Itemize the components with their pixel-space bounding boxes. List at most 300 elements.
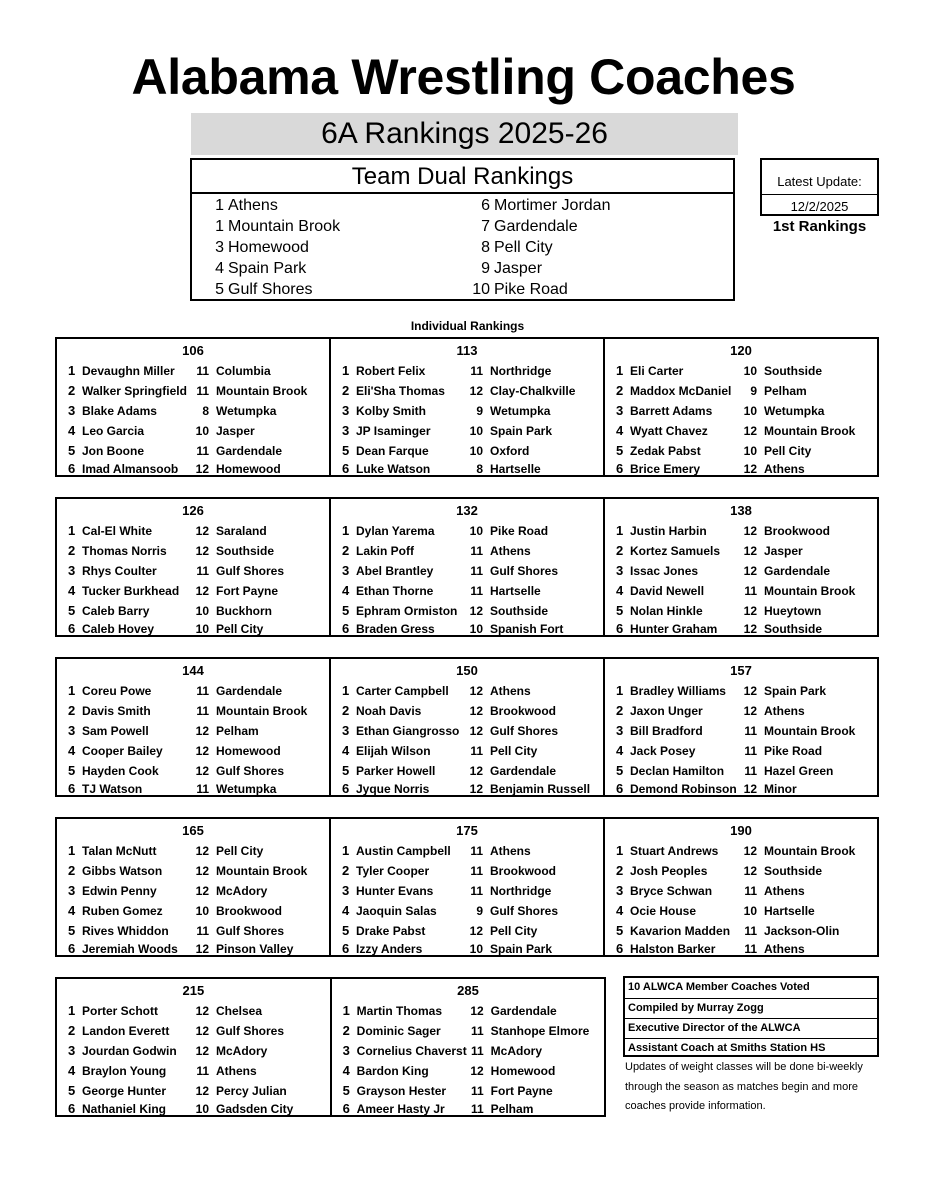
grade: 11 xyxy=(196,564,209,578)
school: Homewood xyxy=(490,1064,556,1078)
rank: 3 xyxy=(68,563,76,578)
individual-rankings-title: Individual Rankings xyxy=(410,319,525,333)
weight-class-label: 106 xyxy=(182,343,204,358)
school: Gulf Shores xyxy=(216,564,285,578)
school: Gardendale xyxy=(216,684,283,698)
grade: 11 xyxy=(196,384,209,398)
wrestler-name: Hayden Cook xyxy=(82,764,159,778)
rank: 3 xyxy=(342,403,350,418)
wrestler-name: Izzy Anders xyxy=(356,942,423,956)
team-rank: 5 xyxy=(215,281,224,298)
wrestler-row xyxy=(605,521,877,541)
wrestler-name: Lakin Poff xyxy=(356,544,415,558)
wrestler-name: Nolan Hinkle xyxy=(630,604,703,618)
school: McAdory xyxy=(490,1044,543,1058)
grade: 12 xyxy=(469,724,483,738)
rank: 5 xyxy=(68,1083,76,1098)
rank: 5 xyxy=(342,443,350,458)
school: Minor xyxy=(764,782,797,796)
grade: 11 xyxy=(744,764,757,778)
grade: 10 xyxy=(469,424,483,438)
rank: 1 xyxy=(342,523,350,538)
wrestler-name: George Hunter xyxy=(82,1084,167,1098)
rank: 4 xyxy=(342,903,350,918)
school: Pike Road xyxy=(764,744,823,758)
rank: 3 xyxy=(342,423,350,438)
wrestler-name: Caleb Hovey xyxy=(82,622,155,636)
wrestler-row xyxy=(57,939,329,959)
wrestler-row xyxy=(605,421,877,441)
team-name: Pell City xyxy=(494,239,553,256)
team-name: Homewood xyxy=(228,239,309,256)
school: Homewood xyxy=(216,462,281,476)
wrestler-name: Bradley Williams xyxy=(630,684,726,698)
wrestler-row xyxy=(605,381,877,401)
grade: 10 xyxy=(469,622,483,636)
rank: 3 xyxy=(68,1043,76,1058)
grade: 11 xyxy=(470,744,483,758)
school: Wetumpka xyxy=(490,404,551,418)
rank: 5 xyxy=(342,603,350,618)
school: Gulf Shores xyxy=(216,764,285,778)
credits-line: Compiled by Murray Zogg xyxy=(625,998,877,1018)
wrestler-name: Imad Almansoob xyxy=(82,462,179,476)
grade: 10 xyxy=(469,444,483,458)
school: Jasper xyxy=(764,544,803,558)
wrestler-name: Hunter Evans xyxy=(356,884,434,898)
grade: 12 xyxy=(469,924,483,938)
rank: 4 xyxy=(616,903,624,918)
school: Southside xyxy=(216,544,275,558)
wrestler-name: Dominic Sager xyxy=(356,1024,441,1038)
grade: 10 xyxy=(743,364,757,378)
grade: 12 xyxy=(195,584,209,598)
weight-class xyxy=(329,499,603,635)
grade: 11 xyxy=(196,444,209,458)
rank: 3 xyxy=(616,883,624,898)
wrestler-name: Abel Brantley xyxy=(356,564,434,578)
school: Mountain Brook xyxy=(764,844,856,858)
weight-class-label: 285 xyxy=(457,983,479,998)
rank: 1 xyxy=(68,1003,76,1018)
wrestler-name: Martin Thomas xyxy=(356,1004,443,1018)
wrestler-name: Dean Farque xyxy=(356,444,429,458)
wrestler-row xyxy=(605,921,877,941)
school: Southside xyxy=(764,364,823,378)
wrestler-row xyxy=(57,561,329,581)
wrestler-name: Luke Watson xyxy=(356,462,431,476)
rank: 5 xyxy=(68,923,76,938)
rank: 1 xyxy=(342,363,350,378)
wrestler-name: Ocie House xyxy=(630,904,697,918)
grade: 10 xyxy=(743,444,757,458)
grade: 8 xyxy=(476,462,483,476)
wrestler-row xyxy=(605,401,877,421)
wrestler-row xyxy=(332,1041,605,1061)
wrestler-name: Jack Posey xyxy=(630,744,696,758)
wrestler-row xyxy=(57,441,329,461)
grade: 11 xyxy=(470,584,483,598)
wrestler-name: Declan Hamilton xyxy=(630,764,725,778)
wrestler-name: Eli'Sha Thomas xyxy=(356,384,445,398)
rankings-edition-label: 1st Rankings xyxy=(772,218,867,235)
team-rank: 8 xyxy=(481,239,490,256)
weight-class-group xyxy=(55,977,606,1117)
school: Pinson Valley xyxy=(216,942,294,956)
updates-note: Updates of weight classes will be done bi-weekly through the season as matches begin and more coaches provide information. xyxy=(625,1061,863,1112)
grade: 11 xyxy=(470,564,483,578)
rank: 2 xyxy=(342,383,350,398)
team-dual-rankings-box xyxy=(190,158,735,301)
rank: 2 xyxy=(68,383,76,398)
wrestler-name: Walker Springfield xyxy=(82,384,187,398)
wrestler-row xyxy=(605,361,877,381)
school: McAdory xyxy=(216,884,268,898)
weight-class-label: 126 xyxy=(182,503,204,518)
grade: 12 xyxy=(195,462,209,476)
school: Fort Payne xyxy=(216,584,279,598)
weight-class-label: 165 xyxy=(182,823,204,838)
wrestler-name: Austin Campbell xyxy=(356,844,451,858)
wrestler-row xyxy=(331,861,603,881)
school: Gulf Shores xyxy=(490,564,559,578)
wrestler-row xyxy=(332,1021,605,1041)
rank: 5 xyxy=(68,763,76,778)
school: Spain Park xyxy=(490,942,553,956)
school: McAdory xyxy=(216,1044,268,1058)
wrestler-name: Kolby Smith xyxy=(356,404,427,418)
grade: 12 xyxy=(743,684,757,698)
school: Gadsden City xyxy=(216,1102,294,1116)
grade: 11 xyxy=(470,864,483,878)
weight-class xyxy=(603,659,877,795)
rank: 6 xyxy=(616,621,624,636)
school: Wetumpka xyxy=(764,404,825,418)
school: Saraland xyxy=(216,524,267,538)
wrestler-row xyxy=(605,841,877,861)
weight-class xyxy=(57,979,330,1115)
school: Gardendale xyxy=(490,764,557,778)
wrestler-row xyxy=(605,601,877,621)
weight-class-label: 113 xyxy=(456,343,478,358)
wrestler-name: Cal-El White xyxy=(82,524,153,538)
wrestler-row xyxy=(605,541,877,561)
rank: 3 xyxy=(68,883,76,898)
school: Mountain Brook xyxy=(216,704,308,718)
team-dual-row xyxy=(202,196,278,216)
grade: 10 xyxy=(743,404,757,418)
school: Clay-Chalkville xyxy=(490,384,576,398)
wrestler-row xyxy=(331,921,603,941)
wrestler-name: Drake Pabst xyxy=(356,924,426,938)
rank: 2 xyxy=(342,543,350,558)
school: Brookwood xyxy=(490,864,556,878)
weight-class xyxy=(329,659,603,795)
rank: 4 xyxy=(342,1063,350,1078)
credits-line: Assistant Coach at Smiths Station HS xyxy=(625,1038,877,1058)
team-dual-row xyxy=(468,196,610,216)
wrestler-row xyxy=(57,761,329,781)
weight-class-group xyxy=(55,337,879,477)
wrestler-name: Davis Smith xyxy=(82,704,151,718)
wrestler-row xyxy=(331,881,603,901)
grade: 10 xyxy=(469,942,483,956)
rank: 5 xyxy=(616,443,624,458)
wrestler-name: Halston Barker xyxy=(630,942,716,956)
wrestler-row xyxy=(331,681,603,701)
wrestler-row xyxy=(605,881,877,901)
wrestler-name: Tucker Burkhead xyxy=(82,584,180,598)
rank: 1 xyxy=(616,363,624,378)
rank: 1 xyxy=(342,1003,350,1018)
weight-class xyxy=(57,819,329,955)
rank: 4 xyxy=(68,903,76,918)
wrestler-row xyxy=(57,1081,330,1101)
wrestler-row xyxy=(57,381,329,401)
wrestler-row xyxy=(57,401,329,421)
wrestler-row xyxy=(57,921,329,941)
team-rank: 10 xyxy=(472,281,490,298)
rank: 6 xyxy=(342,941,350,956)
grade: 11 xyxy=(196,704,209,718)
wrestler-row xyxy=(57,701,329,721)
school: Stanhope Elmore xyxy=(490,1024,590,1038)
grade: 10 xyxy=(743,904,757,918)
grade: 12 xyxy=(469,764,483,778)
school: Gulf Shores xyxy=(216,924,285,938)
school: Mountain Brook xyxy=(764,424,856,438)
wrestler-name: Jyque Norris xyxy=(356,782,430,796)
wrestler-row xyxy=(57,901,329,921)
grade: 12 xyxy=(743,544,757,558)
wrestler-name: Kavarion Madden xyxy=(630,924,731,938)
wrestler-row xyxy=(331,841,603,861)
rank: 3 xyxy=(616,563,624,578)
wrestler-name: Jon Boone xyxy=(82,444,144,458)
school: Oxford xyxy=(490,444,530,458)
wrestler-row xyxy=(605,561,877,581)
wrestler-name: Jaoquin Salas xyxy=(356,904,437,918)
wrestler-name: Jourdan Godwin xyxy=(82,1044,177,1058)
team-name: Mortimer Jordan xyxy=(494,197,611,214)
school: Spain Park xyxy=(490,424,553,438)
wrestler-row xyxy=(605,459,877,479)
grade: 11 xyxy=(744,942,757,956)
rank: 1 xyxy=(616,523,624,538)
wrestler-name: Bryce Schwan xyxy=(630,884,713,898)
wrestler-name: Tyler Cooper xyxy=(356,864,430,878)
grade: 12 xyxy=(743,564,757,578)
weight-class-label: 190 xyxy=(730,823,752,838)
grade: 12 xyxy=(470,1004,484,1018)
rank: 4 xyxy=(68,1063,76,1078)
wrestler-row xyxy=(331,901,603,921)
wrestler-row xyxy=(57,619,329,639)
school: Pelham xyxy=(216,724,259,738)
school: Athens xyxy=(764,942,805,956)
rank: 3 xyxy=(616,723,624,738)
grade: 12 xyxy=(469,782,483,796)
grade: 10 xyxy=(195,622,209,636)
rank: 2 xyxy=(68,1023,76,1038)
school: Brookwood xyxy=(764,524,830,538)
rank: 6 xyxy=(68,941,76,956)
wrestler-name: Thomas Norris xyxy=(82,544,167,558)
rank: 5 xyxy=(342,1083,350,1098)
school: Gulf Shores xyxy=(216,1024,285,1038)
grade: 12 xyxy=(195,1024,209,1038)
grade: 12 xyxy=(195,544,209,558)
weight-class xyxy=(603,499,877,635)
grade: 10 xyxy=(195,904,209,918)
school: Percy Julian xyxy=(216,1084,287,1098)
grade: 9 xyxy=(476,904,483,918)
school: Mountain Brook xyxy=(764,584,856,598)
school: Gardendale xyxy=(490,1004,557,1018)
rank: 1 xyxy=(68,363,76,378)
wrestler-row xyxy=(605,701,877,721)
wrestler-name: Grayson Hester xyxy=(356,1084,447,1098)
grade: 12 xyxy=(195,524,209,538)
wrestler-name: Stuart Andrews xyxy=(630,844,719,858)
rank: 6 xyxy=(342,461,350,476)
wrestler-row xyxy=(332,1099,605,1119)
weight-class-label: 132 xyxy=(456,503,478,518)
rank: 2 xyxy=(68,863,76,878)
wrestler-row xyxy=(57,541,329,561)
grade: 11 xyxy=(196,924,209,938)
team-dual-title: Team Dual Rankings xyxy=(192,160,733,194)
grade: 11 xyxy=(196,782,209,796)
wrestler-name: Edwin Penny xyxy=(82,884,157,898)
rank: 5 xyxy=(616,923,624,938)
wrestler-name: Ethan Giangrosso xyxy=(356,724,460,738)
rank: 1 xyxy=(68,843,76,858)
rank: 5 xyxy=(342,923,350,938)
rank: 6 xyxy=(68,621,76,636)
school: Chelsea xyxy=(216,1004,263,1018)
wrestler-row xyxy=(605,741,877,761)
grade: 11 xyxy=(744,744,757,758)
grade: 12 xyxy=(743,424,757,438)
weight-class-label: 138 xyxy=(730,503,752,518)
grade: 12 xyxy=(195,724,209,738)
wrestler-name: Rives Whiddon xyxy=(82,924,169,938)
team-name: Pike Road xyxy=(494,281,568,298)
grade: 11 xyxy=(470,1044,484,1058)
school: Gardendale xyxy=(764,564,831,578)
wrestler-row xyxy=(331,779,603,799)
rank: 4 xyxy=(68,423,76,438)
grade: 12 xyxy=(743,844,757,858)
wrestler-row xyxy=(331,459,603,479)
grade: 11 xyxy=(196,364,209,378)
wrestler-name: Bardon King xyxy=(356,1064,429,1078)
team-name: Gulf Shores xyxy=(228,281,313,298)
rank: 1 xyxy=(68,683,76,698)
grade: 11 xyxy=(470,1024,484,1038)
weight-class-label: 144 xyxy=(182,663,204,678)
grade: 8 xyxy=(202,404,209,418)
grade: 12 xyxy=(743,604,757,618)
wrestler-name: Robert Felix xyxy=(356,364,426,378)
wrestler-name: Maddox McDaniel xyxy=(630,384,732,398)
wrestler-name: Leo Garcia xyxy=(82,424,145,438)
wrestler-name: Zedak Pabst xyxy=(630,444,701,458)
wrestler-row xyxy=(332,1001,605,1021)
team-rank: 1 xyxy=(215,197,224,214)
rank: 6 xyxy=(68,461,76,476)
rank: 1 xyxy=(342,843,350,858)
rank: 4 xyxy=(616,583,624,598)
wrestler-row xyxy=(331,601,603,621)
rank: 3 xyxy=(342,563,350,578)
team-dual-row xyxy=(468,259,542,279)
wrestler-row xyxy=(57,581,329,601)
page-title: Alabama Wrestling Coaches xyxy=(131,49,796,105)
wrestler-row xyxy=(57,601,329,621)
wrestler-name: Sam Powell xyxy=(82,724,149,738)
team-dual-row xyxy=(202,259,306,279)
grade: 12 xyxy=(743,704,757,718)
wrestler-row xyxy=(605,441,877,461)
wrestler-row xyxy=(331,701,603,721)
grade: 10 xyxy=(195,1102,209,1116)
wrestler-name: Hunter Graham xyxy=(630,622,718,636)
grade: 12 xyxy=(195,844,209,858)
rank: 2 xyxy=(342,863,350,878)
wrestler-row xyxy=(57,1061,330,1081)
wrestler-row xyxy=(57,881,329,901)
rank: 6 xyxy=(616,461,624,476)
team-name: Gardendale xyxy=(494,218,578,235)
rank: 3 xyxy=(616,403,624,418)
school: Hartselle xyxy=(490,462,541,476)
grade: 11 xyxy=(470,884,483,898)
grade: 11 xyxy=(470,364,483,378)
wrestler-row xyxy=(57,459,329,479)
school: Pell City xyxy=(490,744,538,758)
school: Mountain Brook xyxy=(216,864,308,878)
wrestler-row xyxy=(57,841,329,861)
school: Athens xyxy=(764,884,805,898)
weight-class xyxy=(57,339,329,475)
wrestler-name: Eli Carter xyxy=(630,364,684,378)
wrestler-row xyxy=(57,1099,330,1119)
wrestler-name: Barrett Adams xyxy=(630,404,713,418)
rank: 6 xyxy=(616,781,624,796)
grade: 11 xyxy=(744,584,757,598)
rank: 5 xyxy=(616,603,624,618)
team-dual-row xyxy=(202,238,309,258)
grade: 12 xyxy=(743,524,757,538)
page-subtitle: 6A Rankings 2025-26 xyxy=(191,113,738,155)
wrestler-row xyxy=(331,381,603,401)
rank: 4 xyxy=(342,583,350,598)
wrestler-row xyxy=(57,861,329,881)
grade: 11 xyxy=(470,1084,484,1098)
grade: 12 xyxy=(195,1084,209,1098)
grade: 12 xyxy=(743,864,757,878)
wrestler-name: Nathaniel King xyxy=(82,1102,167,1116)
school: Gulf Shores xyxy=(490,904,559,918)
school: Benjamin Russell xyxy=(490,782,591,796)
weight-class xyxy=(330,979,605,1115)
grade: 9 xyxy=(476,404,483,418)
rank: 6 xyxy=(68,781,76,796)
school: Athens xyxy=(490,544,531,558)
grade: 12 xyxy=(195,864,209,878)
